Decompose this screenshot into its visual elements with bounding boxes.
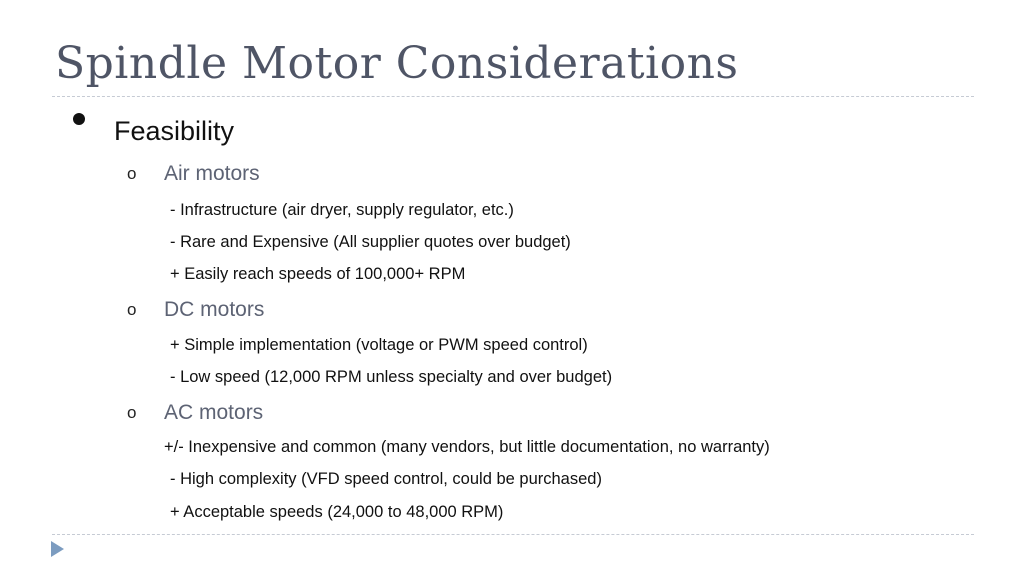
title-divider [52,96,974,97]
list-item: - High complexity (VFD speed control, could be purchased) [170,470,602,488]
list-item: - Low speed (12,000 RPM unless specialty and over budget) [170,368,613,386]
sub-bullet-marker: o [127,403,137,422]
list-item: + Simple implementation (voltage or PWM speed control) [170,336,588,354]
slide-title: Spindle Motor Considerations [55,38,739,89]
section-ac-motors: AC motors [164,401,264,424]
heading-feasibility: Feasibility [114,116,235,146]
list-item: + Easily reach speeds of 100,000+ RPM [170,265,466,283]
sub-bullet-marker: o [127,300,137,319]
list-item: - Rare and Expensive (All supplier quotes over budget) [170,233,571,251]
sub-bullet-marker: o [127,164,137,183]
bullet-dot [73,113,85,125]
play-arrow-icon[interactable] [51,541,64,557]
section-air-motors: Air motors [164,162,260,185]
list-item: +/- Inexpensive and common (many vendors, but little documentation, no warranty) [164,438,770,456]
list-item: - Infrastructure (air dryer, supply regulator, etc.) [170,201,514,219]
section-dc-motors: DC motors [164,298,265,321]
list-item: + Acceptable speeds (24,000 to 48,000 RPM) [170,503,504,521]
footer-divider [52,534,974,535]
